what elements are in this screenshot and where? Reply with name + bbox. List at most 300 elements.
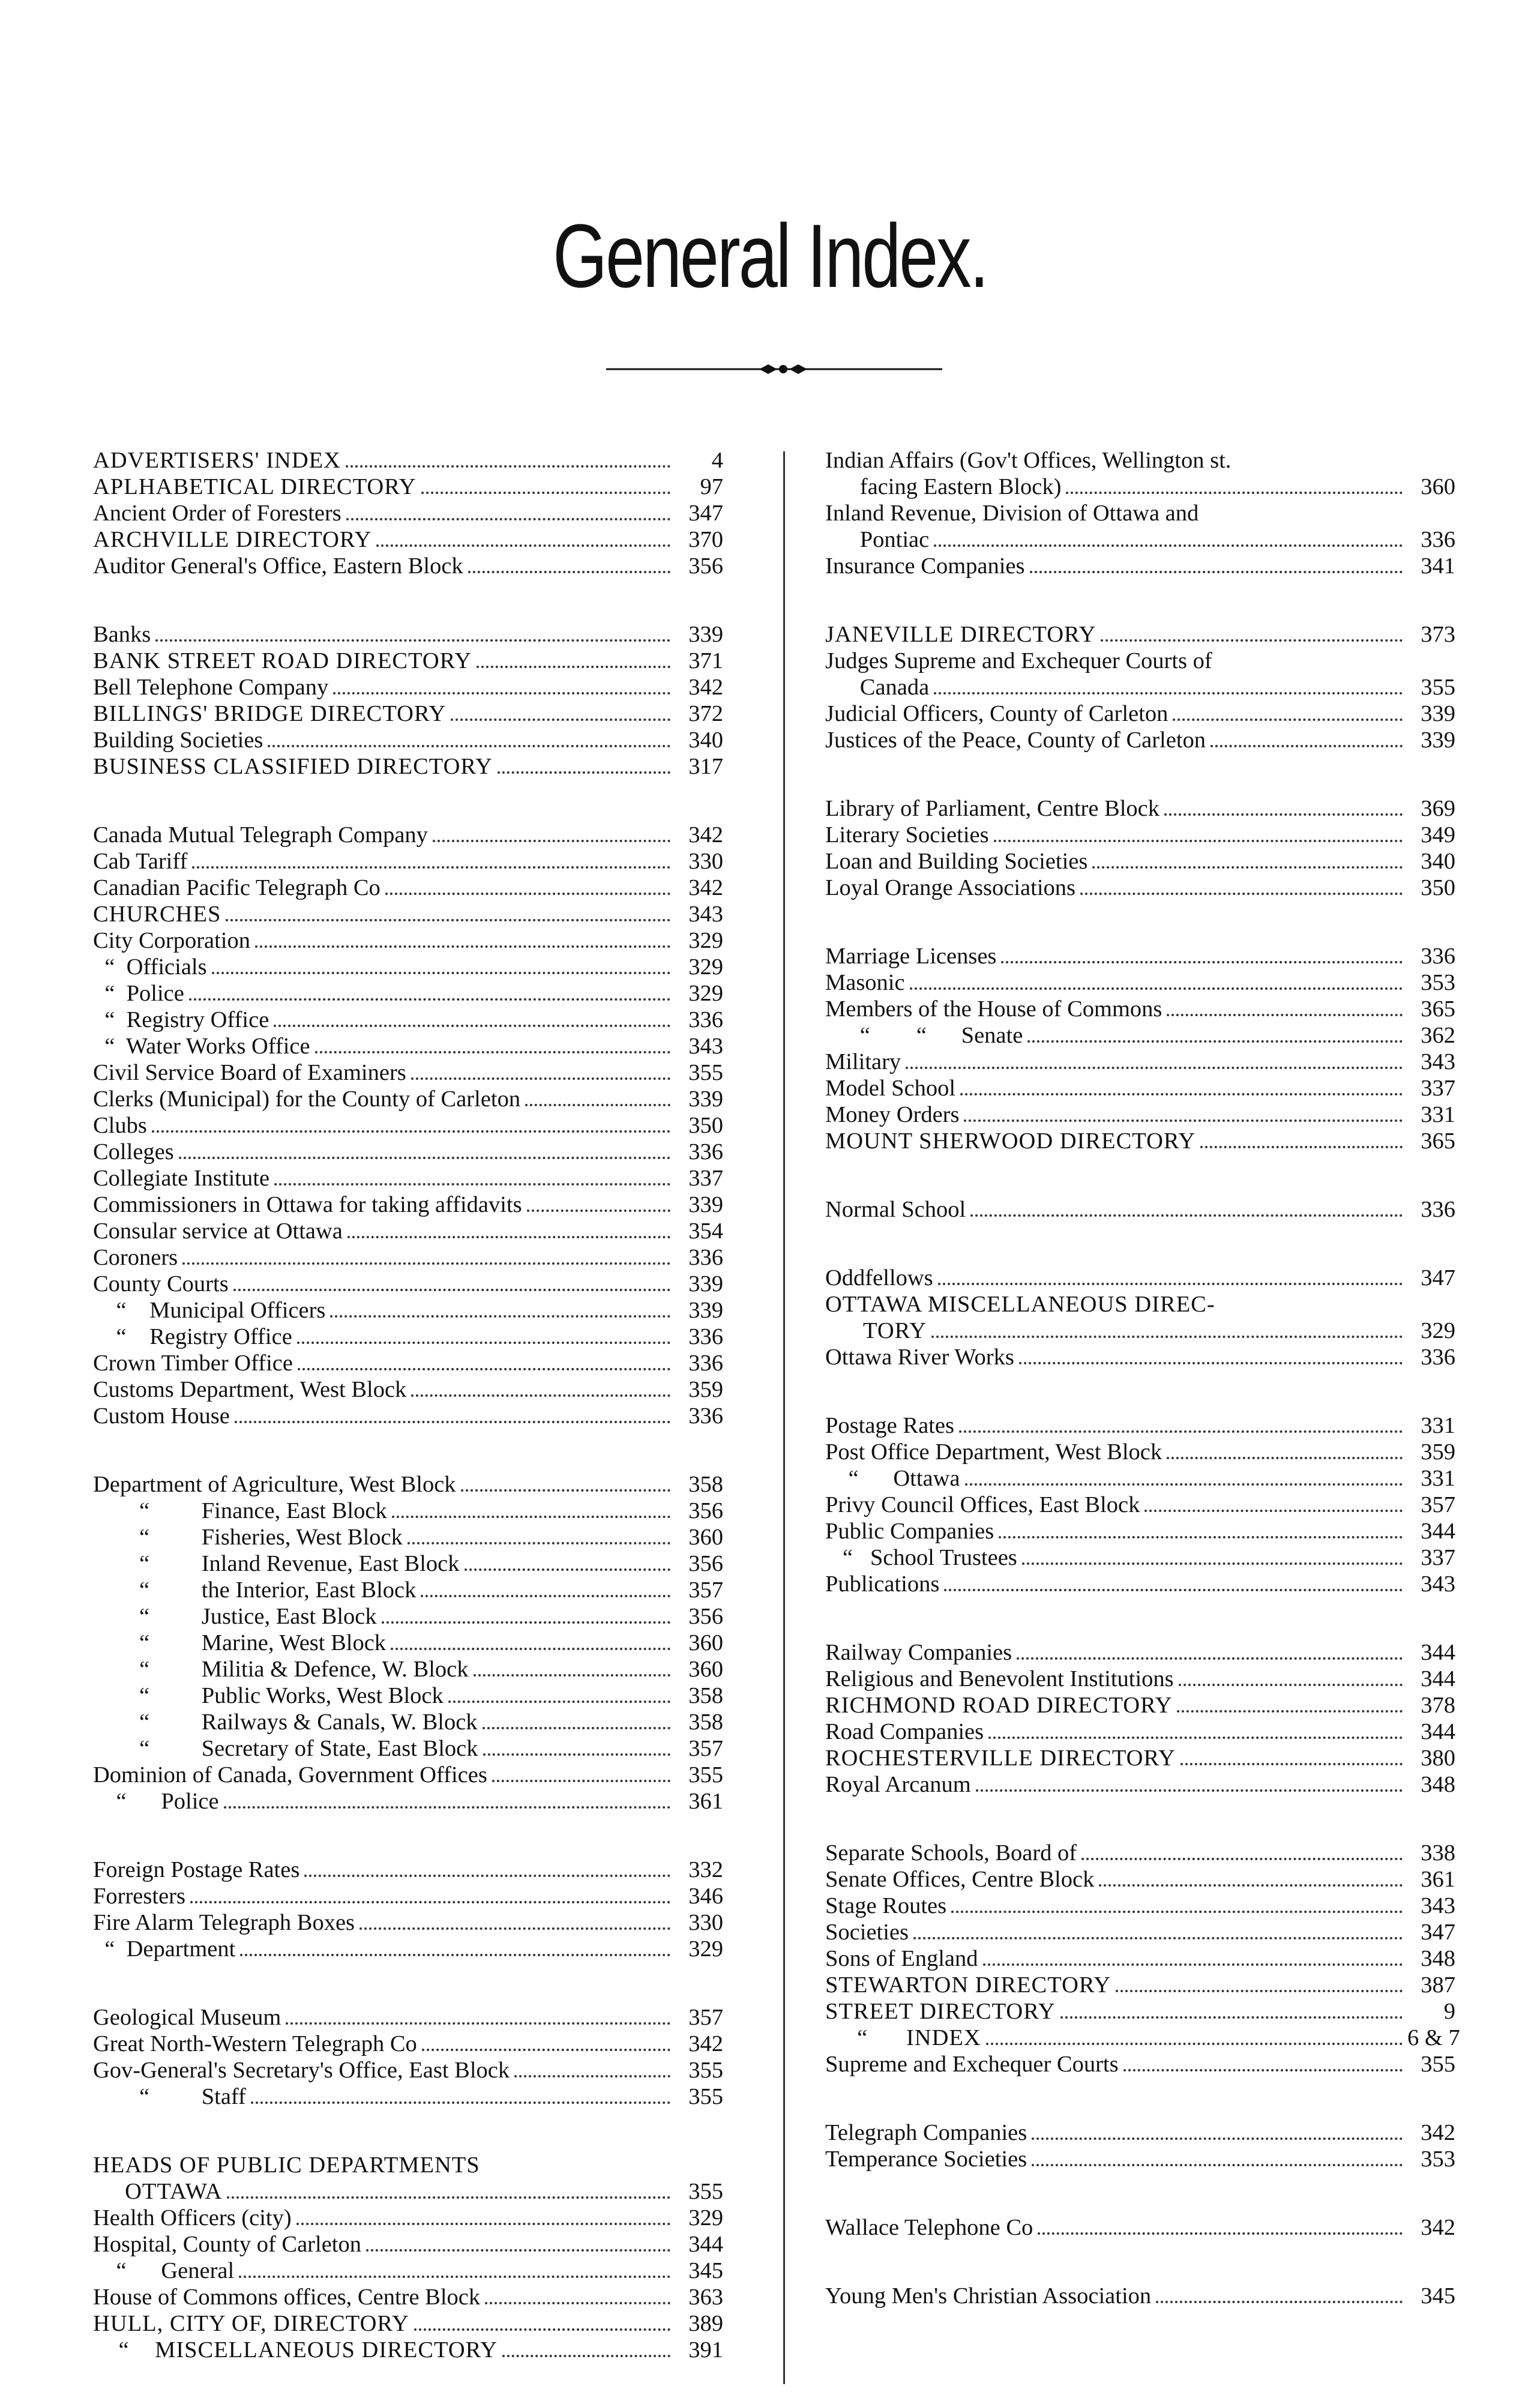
dot-leader: [1211, 745, 1403, 747]
entry-page-number: 345: [1421, 2283, 1455, 2309]
entry-label: Civil Service Board of Examiners: [93, 1060, 406, 1085]
entry-page-number: 336: [688, 1007, 723, 1032]
entry-page-number: 389: [688, 2311, 723, 2336]
column-divider: [783, 451, 785, 2384]
entry-page-number: 348: [1421, 1946, 1455, 1971]
entry-label: Building Societies: [93, 728, 263, 753]
entry-page-number: 330: [688, 1910, 723, 1935]
entry-label: Model School: [825, 1076, 956, 1101]
entry-page-number: 356: [688, 1604, 723, 1629]
index-entry: [93, 2057, 723, 2083]
entry-label: Gov-General's Secretary's Office, East Block: [93, 2058, 510, 2083]
entry-label: Collegiate Institute: [93, 1166, 270, 1191]
entry-label: Library of Parliament, Centre Block: [825, 796, 1160, 821]
entry-label: “ MISCELLANEOUS DIRECTORY: [93, 2337, 498, 2363]
dot-leader: [944, 1589, 1403, 1591]
entry-label: Customs Department, West Block: [93, 1377, 407, 1402]
entry-page-number: 359: [688, 1377, 723, 1402]
dot-leader: [359, 1927, 670, 1930]
entry-label: Ottawa River Works: [825, 1345, 1014, 1370]
entry-page-number: 358: [688, 1472, 723, 1497]
index-entry: [93, 1191, 723, 1218]
entry-page-number: 355: [688, 2058, 723, 2083]
entry-page-number: 342: [1421, 2215, 1455, 2240]
index-entry: [825, 1412, 1455, 1439]
entry-page-number: 338: [1421, 1840, 1455, 1866]
index-section: [825, 795, 1455, 901]
index-entry: [825, 1465, 1455, 1492]
index-entry: [93, 2205, 723, 2231]
index-entry: [93, 1709, 723, 1735]
entry-page-number: 353: [1421, 970, 1455, 995]
dot-leader: [1101, 639, 1403, 642]
dot-leader: [224, 1806, 670, 1809]
entry-page-number: 359: [1421, 1439, 1455, 1465]
dot-leader: [408, 1542, 670, 1544]
entry-page-number: 344: [1421, 1666, 1455, 1692]
entry-label: “ Militia & Defence, W. Block: [93, 1657, 469, 1682]
index-entry: [825, 848, 1455, 875]
entry-page-number: 342: [688, 2031, 723, 2056]
dot-leader: [304, 1875, 670, 1877]
index-section: [825, 2283, 1455, 2309]
entry-label: Inland Revenue, Division of Ottawa and: [825, 501, 1199, 526]
index-entry: [825, 674, 1455, 700]
entry-page-number: 340: [688, 728, 723, 753]
index-entry: [93, 1524, 723, 1550]
entry-page-number: 391: [688, 2337, 723, 2363]
index-entry: [93, 1297, 723, 1324]
entry-label: Foreign Postage Rates: [93, 1857, 300, 1882]
dot-leader: [906, 1067, 1403, 1069]
index-entry: [93, 1376, 723, 1403]
entry-page-number: 347: [1421, 1920, 1455, 1945]
index-entry: [825, 1893, 1455, 1919]
dot-leader: [366, 2249, 670, 2252]
entry-page-number: 357: [1421, 1492, 1455, 1517]
dot-leader: [298, 1368, 670, 1370]
dot-leader: [1167, 1014, 1403, 1016]
entry-page-number: 373: [1421, 622, 1455, 647]
index-section: [93, 1471, 723, 1815]
dot-leader: [240, 1954, 670, 1956]
entry-label: “ School Trustees: [825, 1545, 1017, 1570]
index-entry: [825, 943, 1455, 969]
index-entry: [93, 1139, 723, 1165]
entry-page-number: 355: [1421, 2052, 1455, 2077]
entry-label: Forresters: [93, 1884, 185, 1909]
index-entry: [93, 1471, 723, 1498]
entry-label: Consular service at Ottawa: [93, 1219, 343, 1244]
index-entry: [825, 875, 1455, 901]
entry-page-number: 360: [1421, 474, 1455, 499]
entry-page-number: 356: [688, 553, 723, 579]
dot-leader: [268, 745, 670, 747]
index-entry: [93, 1550, 723, 1577]
dot-leader: [913, 1937, 1403, 1939]
index-entry: [825, 1075, 1455, 1101]
entry-label: Health Officers (city): [93, 2205, 292, 2231]
dot-leader: [485, 2302, 670, 2304]
dot-leader: [1038, 2232, 1403, 2235]
index-entry: [93, 2284, 723, 2310]
entry-page-number: 9: [1443, 1999, 1455, 2024]
index-entry: [825, 553, 1455, 579]
dot-leader: [451, 718, 670, 721]
index-entry: [93, 1059, 723, 1086]
entry-page-number: 342: [688, 875, 723, 900]
entry-label: Canadian Pacific Telegraph Co: [93, 875, 380, 900]
index-entry: [825, 1101, 1455, 1128]
entry-label: Cab Tariff: [93, 849, 188, 874]
dot-leader: [1164, 813, 1403, 816]
dot-leader: [391, 1648, 670, 1650]
entry-label: “ Police: [93, 1789, 219, 1814]
index-entry: [93, 1577, 723, 1603]
dot-leader: [983, 1963, 1403, 1966]
entry-label: “ Ottawa: [825, 1466, 960, 1491]
entry-label: BILLINGS' BRIDGE DIRECTORY: [93, 701, 447, 726]
index-entry: [93, 1033, 723, 1059]
entry-label: Military: [825, 1049, 901, 1074]
dot-leader: [347, 1236, 670, 1238]
entry-page-number: 337: [688, 1166, 723, 1191]
entry-label: Stage Routes: [825, 1893, 947, 1918]
index-entry: [825, 822, 1455, 848]
dot-leader: [474, 1674, 670, 1676]
index-entry: [825, 969, 1455, 996]
index-entry: [825, 621, 1455, 648]
entry-page-number: 358: [688, 1710, 723, 1735]
index-entry: [825, 2051, 1455, 2077]
index-entry: [93, 1324, 723, 1350]
dot-leader: [274, 1025, 670, 1027]
entry-label: Great North-Western Telegraph Co: [93, 2031, 417, 2056]
entry-label: Temperance Societies: [825, 2146, 1027, 2172]
dot-leader: [421, 492, 670, 494]
index-entry: [93, 2231, 723, 2258]
entry-page-number: 356: [688, 1551, 723, 1576]
index-entry: [825, 1265, 1455, 1291]
entry-page-number: 369: [1421, 796, 1455, 821]
entry-page-number: 332: [688, 1857, 723, 1882]
entry-label: Literary Societies: [825, 822, 989, 848]
entry-label: “ Marine, West Block: [93, 1630, 387, 1655]
entry-label: BUSINESS CLASSIFIED DIRECTORY: [93, 754, 493, 779]
index-entry: [825, 500, 1455, 526]
entry-page-number: 357: [688, 2005, 723, 2030]
entry-page-number: 337: [1421, 1545, 1455, 1570]
entry-label: OTTAWA MISCELLANEOUS DIREC-: [825, 1292, 1215, 1317]
index-section: [93, 822, 723, 1429]
dot-leader: [1019, 1362, 1403, 1364]
entry-page-number: 357: [688, 1736, 723, 1761]
entry-label: Oddfellows: [825, 1265, 933, 1291]
index-entry: [825, 2214, 1455, 2241]
index-entry: [93, 674, 723, 700]
entry-label: Canada Mutual Telegraph Company: [93, 822, 428, 848]
entry-page-number: 365: [1421, 1128, 1455, 1154]
entry-page-number: 378: [1421, 1693, 1455, 1718]
index-entry: [825, 1866, 1455, 1893]
entry-label: Religious and Benevolent Institutions: [825, 1666, 1174, 1692]
index-section: [93, 1857, 723, 1962]
dot-leader: [999, 1536, 1403, 1538]
entry-page-number: 336: [1421, 944, 1455, 969]
entry-page-number: 347: [1421, 1265, 1455, 1291]
entry-page-number: 355: [1421, 675, 1455, 700]
entry-label: Bell Telephone Company: [93, 675, 329, 700]
dot-leader: [1123, 2069, 1403, 2071]
dot-leader: [385, 893, 670, 895]
entry-page-number: 339: [688, 1298, 723, 1323]
index-entry: [825, 1492, 1455, 1518]
index-entry: [825, 474, 1455, 500]
entry-page-number: 342: [1421, 2120, 1455, 2145]
entry-page-number: 97: [700, 474, 723, 499]
index-entry: [825, 1639, 1455, 1666]
index-entry: [93, 1112, 723, 1139]
index-entry: [825, 1919, 1455, 1945]
index-entry: [93, 875, 723, 901]
dot-leader: [1116, 1990, 1403, 1992]
entry-page-number: 341: [1421, 553, 1455, 579]
index-section: [825, 447, 1455, 579]
dot-leader: [1022, 1562, 1403, 1565]
dot-leader: [525, 1104, 670, 1106]
index-entry: [825, 1049, 1455, 1075]
dot-leader: [1173, 718, 1403, 721]
dot-leader: [152, 1130, 670, 1133]
entry-label: “ Railways & Canals, W. Block: [93, 1710, 478, 1735]
entry-page-number: 339: [1421, 728, 1455, 753]
index-entry: [93, 2178, 723, 2205]
entry-page-number: 337: [1421, 1076, 1455, 1101]
entry-page-number: 329: [688, 981, 723, 1006]
index-entry: [93, 1788, 723, 1815]
entry-page-number: 355: [688, 1762, 723, 1788]
dot-leader: [274, 1183, 670, 1185]
entry-label: Fire Alarm Telegraph Boxes: [93, 1910, 355, 1935]
entry-label: “ Officials: [93, 954, 207, 980]
entry-label: Coroners: [93, 1245, 178, 1270]
entry-label: Publications: [825, 1571, 940, 1597]
index-section: [825, 1412, 1455, 1597]
entry-label: Crown Timber Office: [93, 1351, 293, 1376]
index-entry: [93, 2031, 723, 2057]
dot-leader: [1032, 2164, 1403, 2166]
dot-leader: [251, 2101, 670, 2104]
dot-leader: [1060, 2016, 1403, 2019]
entry-label: “ Police: [93, 981, 184, 1006]
index-entry: [93, 1603, 723, 1630]
dot-leader: [382, 1621, 670, 1624]
dot-leader: [433, 840, 670, 842]
index-entry: [93, 954, 723, 980]
dot-leader: [988, 1737, 1403, 1739]
entry-label: Wallace Telephone Co: [825, 2215, 1033, 2240]
entry-page-number: 329: [688, 928, 723, 953]
index-section: [825, 2119, 1455, 2172]
index-entry: [93, 822, 723, 848]
dot-leader: [227, 2196, 670, 2199]
entry-label: OTTAWA: [93, 2179, 223, 2204]
entry-label: Loan and Building Societies: [825, 849, 1088, 874]
index-entry: [93, 2004, 723, 2031]
entry-page-number: 344: [1421, 1519, 1455, 1544]
dot-leader: [411, 1077, 670, 1080]
entry-label: Societies: [825, 1920, 909, 1945]
index-entry: [825, 2146, 1455, 2172]
entry-label: House of Commons offices, Centre Block: [93, 2285, 481, 2310]
entry-label: Young Men's Christian Association: [825, 2283, 1152, 2309]
dot-leader: [422, 2049, 670, 2051]
entry-page-number: 370: [688, 527, 723, 552]
dot-leader: [986, 2043, 1403, 2045]
index-entry: [825, 1344, 1455, 1370]
entry-page-number: 346: [688, 1884, 723, 1909]
dot-leader: [1144, 1510, 1403, 1512]
dot-leader: [296, 2223, 670, 2225]
entry-label: Royal Arcanum: [825, 1772, 971, 1797]
index-entry: [93, 901, 723, 927]
entry-page-number: 360: [688, 1630, 723, 1655]
entry-page-number: 317: [688, 754, 723, 779]
entry-label: ROCHESTERVILLE DIRECTORY: [825, 1746, 1176, 1771]
entry-page-number: 361: [1421, 1867, 1455, 1892]
dot-leader: [483, 1727, 670, 1729]
title-ornament: [606, 360, 942, 378]
index-entry: [93, 1350, 723, 1376]
index-entry: [825, 1771, 1455, 1798]
entry-page-number: 329: [688, 954, 723, 980]
entry-label: Sons of England: [825, 1946, 978, 1971]
index-section: [93, 2004, 723, 2110]
entry-page-number: 372: [688, 701, 723, 726]
entry-page-number: 336: [688, 1324, 723, 1349]
index-entry: [93, 621, 723, 648]
entry-page-number: 353: [1421, 2146, 1455, 2172]
index-entry: [825, 2025, 1460, 2051]
entry-page-number: 387: [1421, 1972, 1455, 1998]
index-entry: [93, 1218, 723, 1244]
entry-label: “ Registry Office: [93, 1324, 292, 1349]
index-entry: [825, 447, 1455, 474]
dot-leader: [514, 2075, 670, 2077]
index-entry: [825, 1692, 1455, 1719]
entry-label: Marriage Licenses: [825, 944, 997, 969]
index-entry: [825, 1544, 1455, 1571]
dot-leader: [1156, 2301, 1403, 2303]
dot-leader: [392, 1516, 670, 1518]
index-entry: [825, 996, 1455, 1022]
dot-leader: [235, 1421, 670, 1423]
index-entry: [93, 1936, 723, 1962]
dot-leader: [964, 1119, 1403, 1122]
entry-label: Post Office Department, West Block: [825, 1439, 1163, 1465]
entry-page-number: 342: [688, 822, 723, 848]
entry-page-number: 336: [1421, 1197, 1455, 1222]
entry-page-number: 331: [1421, 1102, 1455, 1127]
entry-page-number: 340: [1421, 849, 1455, 874]
entry-page-number: 336: [688, 1245, 723, 1270]
index-column-right: [825, 447, 1460, 2351]
index-entry: [825, 1196, 1455, 1223]
entry-label: Judges Supreme and Exchequer Courts of: [825, 648, 1212, 673]
entry-label: Geological Museum: [93, 2005, 281, 2030]
entry-label: “ General: [93, 2258, 235, 2283]
index-entry: [825, 1972, 1455, 1998]
entry-page-number: 339: [688, 1086, 723, 1112]
index-section: [825, 621, 1455, 753]
index-entry: [93, 526, 723, 553]
entry-label: STREET DIRECTORY: [825, 1999, 1056, 2024]
entry-page-number: 6 & 7: [1407, 2025, 1460, 2050]
entry-label: STEWARTON DIRECTORY: [825, 1972, 1111, 1998]
index-section: [93, 447, 723, 579]
dot-leader: [189, 998, 670, 1001]
dot-leader: [934, 544, 1403, 547]
dot-leader: [1032, 2137, 1403, 2140]
index-entry: [93, 1165, 723, 1191]
index-entry: [93, 2083, 723, 2110]
dot-leader: [910, 987, 1403, 990]
dot-leader: [994, 840, 1403, 842]
index-entry: [93, 1086, 723, 1112]
entry-label: “ Inland Revenue, East Block: [93, 1551, 460, 1576]
entry-label: “ Public Works, West Block: [93, 1683, 444, 1708]
index-entry: [93, 1909, 723, 1936]
dot-leader: [1179, 1684, 1403, 1686]
dot-leader: [414, 2328, 670, 2331]
entry-page-number: 336: [688, 1139, 723, 1164]
dot-leader: [346, 518, 670, 520]
entry-page-number: 357: [688, 1577, 723, 1603]
index-section: [825, 2214, 1455, 2241]
entry-label: Pontiac: [825, 527, 930, 552]
entry-label: “ the Interior, East Block: [93, 1577, 417, 1603]
index-entry: [825, 1745, 1455, 1771]
dot-leader: [465, 1568, 670, 1571]
dot-leader: [155, 639, 670, 642]
dot-leader: [938, 1283, 1403, 1285]
dot-leader: [346, 465, 670, 468]
index-section: [825, 1265, 1455, 1370]
index-entry: [93, 2337, 723, 2363]
entry-label: “ Finance, East Block: [93, 1498, 387, 1523]
dot-leader: [1080, 893, 1403, 895]
dot-leader: [421, 1595, 670, 1597]
index-entry: [93, 1857, 723, 1883]
dot-leader: [226, 919, 670, 921]
dot-leader: [190, 1901, 670, 1903]
entry-page-number: 343: [1421, 1571, 1455, 1597]
entry-label: facing Eastern Block): [825, 474, 1062, 499]
entry-page-number: 344: [1421, 1640, 1455, 1665]
index-entry: [93, 474, 723, 500]
entry-page-number: 336: [688, 1351, 723, 1376]
entry-page-number: 331: [1421, 1413, 1455, 1438]
entry-label: “ Justice, East Block: [93, 1604, 377, 1629]
dot-leader: [448, 1701, 670, 1703]
index-column-left: [93, 447, 723, 2405]
entry-page-number: 336: [1421, 1345, 1455, 1370]
entry-page-number: 355: [688, 1060, 723, 1085]
dot-leader: [212, 972, 670, 974]
dot-leader: [1030, 571, 1403, 573]
dot-leader: [333, 692, 670, 694]
index-entry: [825, 648, 1455, 674]
